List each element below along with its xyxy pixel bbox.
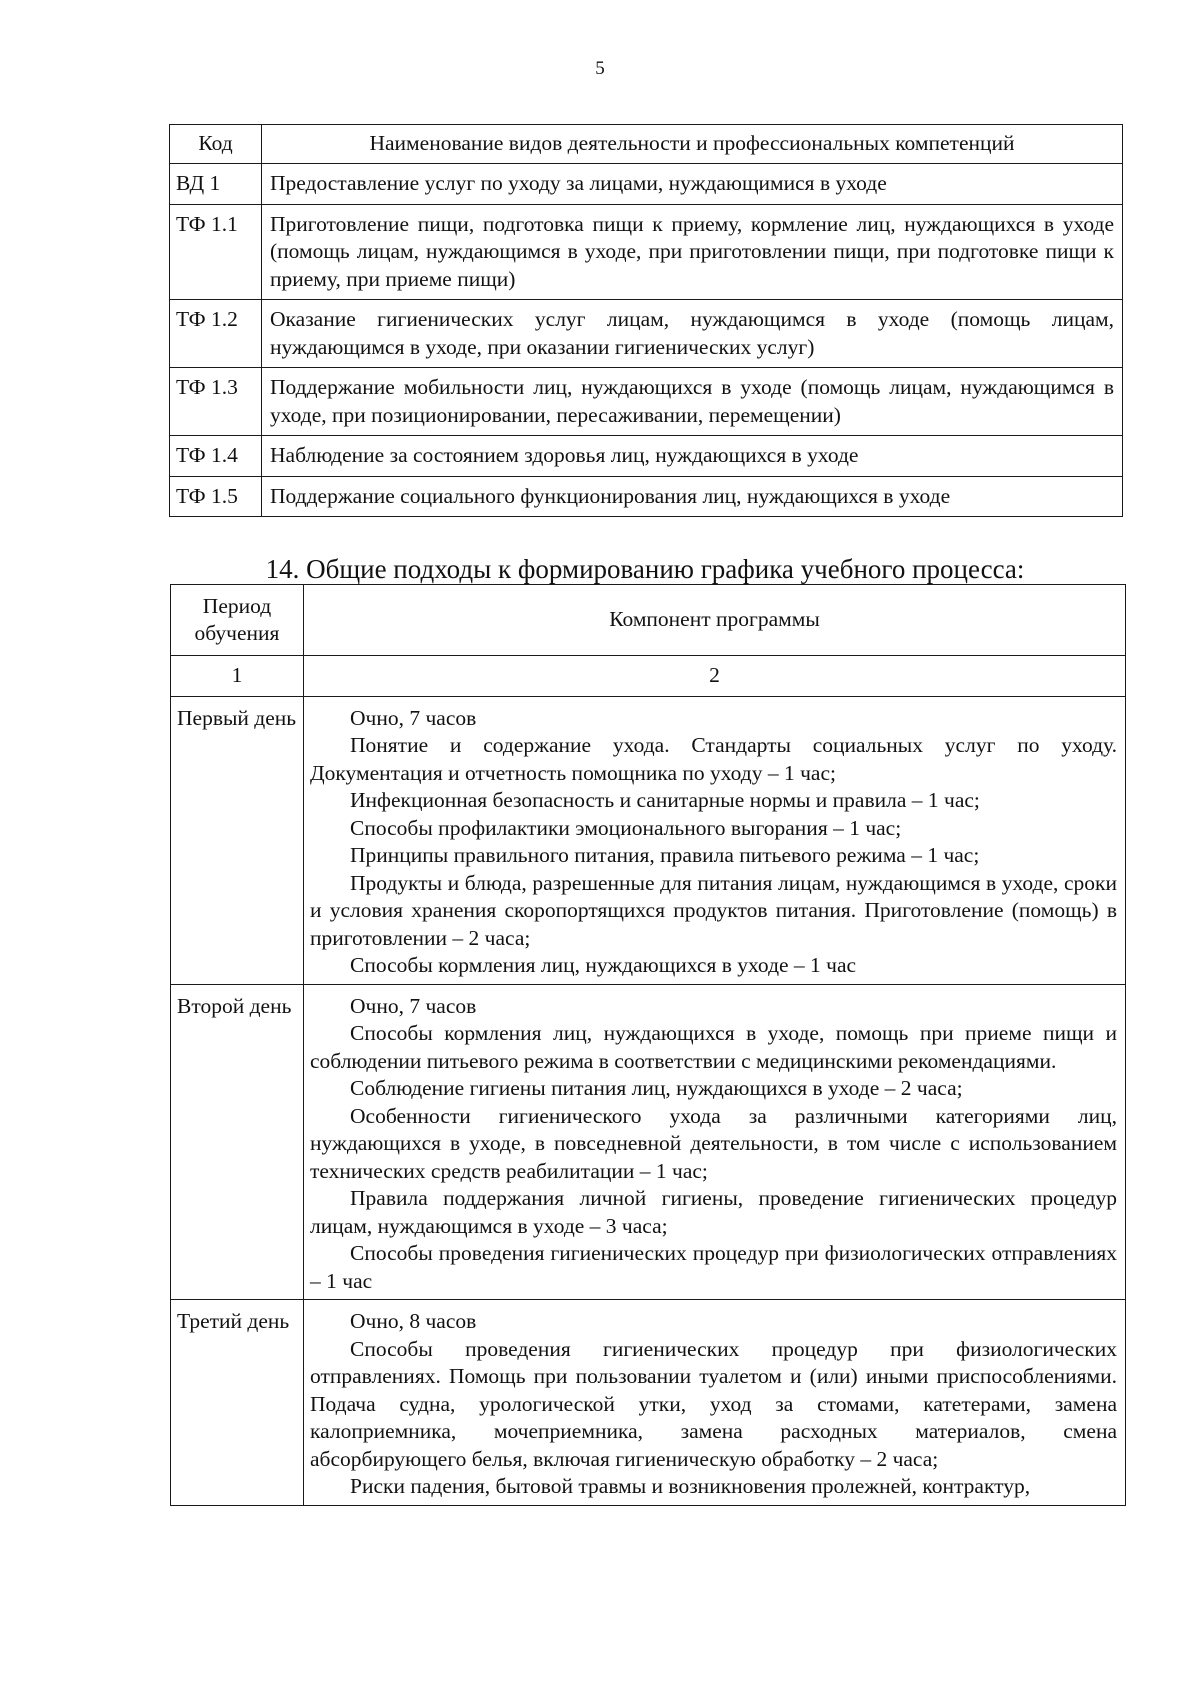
page-number: 5 — [595, 58, 605, 79]
content-paragraph: Способы профилактики эмоционального выгорания – 1 час; — [350, 815, 902, 840]
column-number: 2 — [304, 656, 1126, 697]
competencies-table-header — [170, 125, 1123, 164]
row-code: ВД 1 — [170, 164, 262, 205]
content-paragraph: Способы кормления лиц, нуждающихся в уходе – 1 час — [350, 953, 857, 977]
content-paragraph: Очно, 7 часов — [350, 705, 477, 730]
table-row — [171, 696, 1126, 984]
schedule-table-header — [171, 585, 1126, 656]
table-row — [171, 984, 1126, 1300]
content-paragraph: Очно, 8 часов — [350, 1309, 477, 1333]
row-text: Оказание гигиенических услуг лицам, нуждающимся в уходе (помощь лицам, нуждающимся в уходе, при оказании гигиенических услуг) — [262, 300, 1123, 368]
table-row — [170, 476, 1123, 517]
header-name: Наименование видов деятельности и профессиональных компетенций — [262, 125, 1123, 164]
period-cell: Третий день — [171, 1300, 304, 1506]
row-code: ТФ 1.3 — [170, 368, 262, 436]
content-paragraph: Риски падения, бытовой травмы и возникновения пролежней, контрактур, — [350, 1474, 1031, 1498]
content-paragraph: Продукты и блюда, разрешенные для питания лицам, нуждающимся в уходе, сроки и условия хранения скоропортящихся продуктов питания. Приготовление (помощь) в приготовлении – 2 часа; — [310, 870, 1117, 950]
row-text: Поддержание мобильности лиц, нуждающихся в уходе (помощь лицам, нуждающимся в уходе, при позиционировании, пересаживании, перемещении) — [262, 368, 1123, 436]
row-text: Наблюдение за состоянием здоровья лиц, нуждающихся в уходе — [262, 436, 1123, 477]
row-code: ТФ 1.5 — [170, 476, 262, 517]
period-cell: Второй день — [171, 984, 304, 1300]
content-paragraph: Особенности гигиенического ухода за различными категориями лиц, нуждающихся в уходе, в повседневной деятельности, в том числе с использованием технических средств реабилитации – 1 час; — [310, 1103, 1117, 1183]
column-number: 1 — [171, 656, 304, 697]
table-row — [170, 368, 1123, 436]
row-code: ТФ 1.4 — [170, 436, 262, 477]
content-paragraph: Способы кормления лиц, нуждающихся в уходе, помощь при приеме пищи и соблюдении питьевого режима в соответствии с медицинскими рекомендациями. — [310, 1021, 1117, 1073]
table-row — [170, 300, 1123, 368]
header-component: Компонент программы — [304, 585, 1126, 656]
content-paragraph: Понятие и содержание ухода. Стандарты социальных услуг по уходу. Документация и отчетность помощника по уходу – 1 час; — [310, 733, 1117, 785]
content-cell — [304, 696, 1126, 984]
table-row — [170, 436, 1123, 477]
section-title: 14. Общие подходы к формированию графика учебного процесса: — [265, 554, 1025, 584]
content-cell — [304, 1300, 1126, 1506]
content-paragraph: Способы проведения гигиенических процедур при физиологических отправлениях – 1 час — [310, 1241, 1117, 1293]
table-row — [171, 1300, 1126, 1506]
schedule-table — [170, 584, 1126, 1506]
content-cell — [304, 984, 1126, 1300]
row-code: ТФ 1.2 — [170, 300, 262, 368]
table-row — [170, 204, 1123, 300]
competencies-table — [169, 124, 1123, 517]
content-paragraph: Правила поддержания личной гигиены, проведение гигиенических процедур лицам, нуждающимся в уходе – 3 часа; — [310, 1186, 1117, 1238]
period-cell: Первый день — [171, 696, 304, 984]
content-paragraph: Соблюдение гигиены питания лиц, нуждающихся в уходе – 2 часа; — [350, 1076, 963, 1100]
column-number-row — [171, 656, 1126, 697]
content-paragraph: Очно, 7 часов — [350, 993, 477, 1018]
header-period: Период обучения — [171, 585, 304, 656]
content-paragraph: Принципы правильного питания, правила питьевого режима – 1 час; — [350, 843, 980, 867]
header-code: Код — [170, 125, 262, 164]
content-paragraph: Способы проведения гигиенических процедур при физиологических отправлениях. Помощь при пользовании туалетом и (или) иными приспособлениями. Подача судна, урологической утки, уход за стомами, катетерами, замена калоприемника, мочеприемника, замена расходных материалов, смена абсорбирующего белья, включая гигиеническую обработку – 2 часа; — [310, 1336, 1117, 1471]
row-code: ТФ 1.1 — [170, 204, 262, 300]
content-paragraph: Инфекционная безопасность и санитарные нормы и правила – 1 час; — [350, 788, 980, 812]
table-row — [170, 164, 1123, 205]
row-text: Поддержание социального функционирования лиц, нуждающихся в уходе — [262, 476, 1123, 517]
row-text: Предоставление услуг по уходу за лицами, нуждающимися в уходе — [262, 164, 1123, 205]
row-text: Приготовление пищи, подготовка пищи к приему, кормление лиц, нуждающихся в уходе (помощь лицам, нуждающимся в уходе, при приготовлении пищи, при подготовке пищи к приему, при приеме пищи) — [262, 204, 1123, 300]
